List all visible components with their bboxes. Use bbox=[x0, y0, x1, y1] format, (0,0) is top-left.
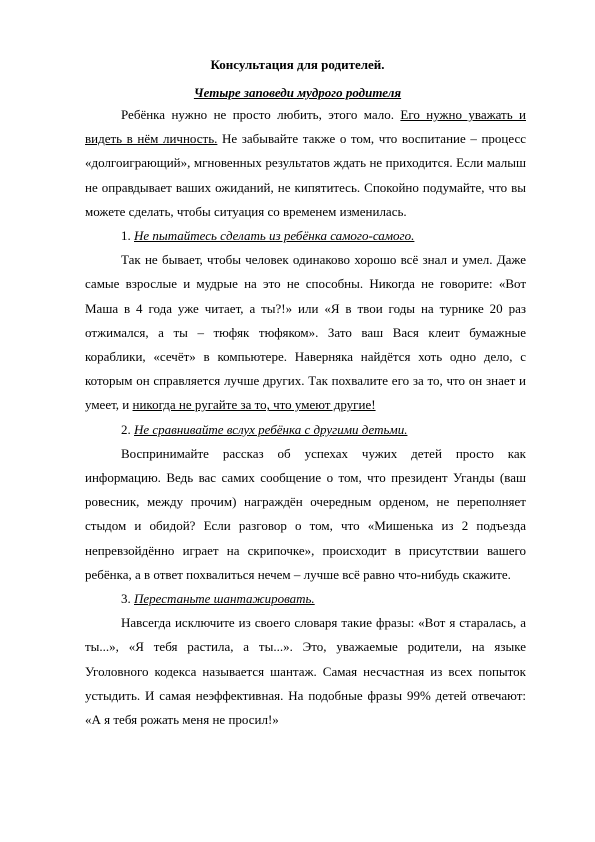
section-3-title: Перестаньте шантажировать. bbox=[134, 591, 315, 607]
document-subtitle: Четыре заповеди мудрого родителя bbox=[193, 85, 402, 100]
section-1-heading bbox=[85, 224, 526, 248]
section-1-paragraph bbox=[85, 248, 526, 417]
section-2-title: Не сравнивайте вслух ребёнка с другими детьми. bbox=[134, 421, 408, 437]
document-title: Консультация для родителей. bbox=[210, 57, 385, 72]
section-1-title: Не пытайтесь сделать из ребёнка самого-самого. bbox=[134, 228, 415, 244]
section-1-underlined: никогда не ругайте за то, что умеют другие! bbox=[132, 397, 376, 413]
intro-text-2: Не забывайте также о том, что воспитание – процесс «долгоиграющий», мгновенных результатов ждать не приходится. Если малыш не оправдывает ваших ожиданий, не кипятитесь. Спокойно подумайте, что вы можете сделать, чтобы ситуация со временем изменилась. bbox=[85, 131, 527, 219]
document-body bbox=[85, 103, 526, 732]
section-1-number: 1. bbox=[121, 228, 131, 244]
intro-underlined: Его нужно уважать и видеть в нём личность. bbox=[85, 107, 526, 147]
section-1-text: Так не бывает, чтобы человек одинаково хорошо всё знал и умел. Даже самые взрослые и мудрые на это не способны. Никогда не говорите: «Вот Маша в 4 года уже читает, а ты?!» или «Я в твои годы на турнике 20 раз отжимался, а ты – тюфяк тюфяком». Зато ваш Вася клеит бумажные кораблики, «сечёт» в компьютере. Наверняка найдётся хоть одно дело, с которым он справляется лучше других. Так похвалите его за то, что он знает и умеет, и bbox=[85, 252, 526, 413]
section-2-heading bbox=[85, 418, 526, 442]
section-3-heading bbox=[85, 587, 526, 611]
intro-text-1: Ребёнка нужно не просто любить, этого мало. bbox=[121, 107, 401, 122]
section-2-paragraph bbox=[85, 442, 526, 587]
section-2-text: Воспринимайте рассказ об успехах чужих детей просто как информацию. Ведь вас самих сообщение о том, что президент Уганды (ваш ровесник, между прочим) награждён очередным орденом, не переполняет стыдом и обидой? Если разговор о том, что «Мишенька из 2 подъезда непревзойдённо играет на скрипочке», происходит в присутствии вашего ребёнка, а в ответ похвалиться нечем – лучше всё равно что-нибудь скажите. bbox=[85, 445, 526, 582]
intro-paragraph bbox=[85, 103, 526, 224]
section-3-paragraph bbox=[85, 611, 526, 732]
section-3-text: Навсегда исключите из своего словаря такие фразы: «Вот я старалась, а ты...», «Я тебя растила, а ты...». Это, уважаемые родители, на языке Уголовного кодекса называется шантаж. Самая несчастная из всех попыток устыдить. И самая неэффективная. На подобные фразы 99% детей отвечают: «А я тебя рожать меня не просил!» bbox=[85, 615, 526, 728]
section-3-number: 3. bbox=[121, 591, 131, 607]
section-2-number: 2. bbox=[121, 421, 131, 437]
